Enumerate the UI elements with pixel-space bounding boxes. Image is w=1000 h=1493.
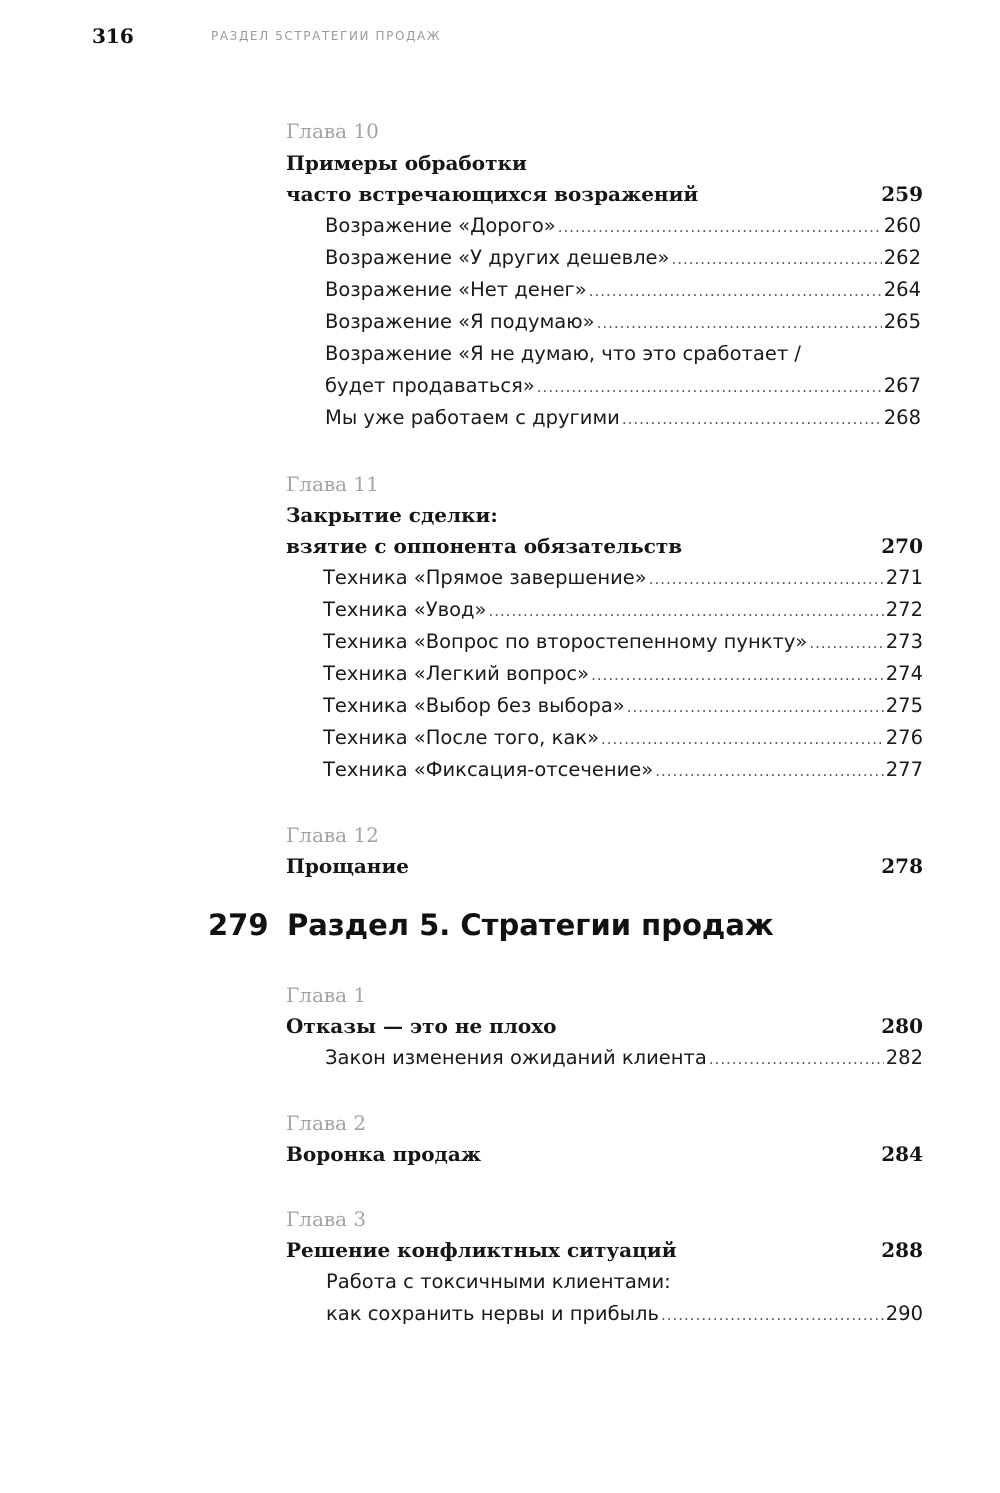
chapter-title: Решение конфликтных ситуаций 288 — [286, 1238, 923, 1262]
toc-entry: Техника «Увод» ..... 272 — [323, 598, 923, 621]
toc-entry: Техника «Прямое завершение» ..... 271 — [323, 566, 923, 589]
toc-entry: Техника «Фиксация-отсечение» ..... 277 — [323, 758, 923, 781]
toc-entry: Техника «Легкий вопрос» ..... 274 — [323, 662, 923, 685]
toc-entry: Возражение «У других дешевле» ..... 262 — [325, 246, 921, 269]
running-title: РАЗДЕЛ 5СТРАТЕГИИ ПРОДАЖ — [211, 29, 442, 43]
chapter-title: Закрытие сделки: — [286, 503, 498, 527]
toc-entry-line: Работа с токсичными клиентами: — [326, 1270, 671, 1293]
toc-entry: Техника «Вопрос по второстепенному пункту» ..... 273 — [323, 630, 923, 653]
chapter-label: Глава 2 — [286, 1111, 367, 1135]
toc-entry: будет продаваться» ..... 267 — [325, 374, 921, 397]
chapter-title: часто встречающихся возражений 259 — [286, 182, 923, 206]
toc-entry: Закон изменения ожиданий клиента ..... 282 — [325, 1046, 923, 1069]
chapter-page: 270 — [881, 534, 923, 558]
chapter-label: Глава 3 — [286, 1207, 367, 1231]
toc-entry: Техника «После того, как» ..... 276 — [323, 726, 923, 749]
chapter-page: 259 — [881, 182, 923, 206]
chapter-title: Отказы — это не плохо 280 — [286, 1014, 923, 1038]
toc-entry: Возражение «Дорого» ..... 260 — [325, 214, 921, 237]
chapter-label: Глава 12 — [286, 823, 379, 847]
toc-entry: Возражение «Я подумаю» ..... 265 — [325, 310, 921, 333]
chapter-label: Глава 1 — [286, 983, 367, 1007]
toc-entry: Техника «Выбор без выбора» ..... 275 — [323, 694, 923, 717]
chapter-page: 280 — [881, 1014, 923, 1038]
chapter-label: Глава 10 — [286, 119, 379, 143]
page-number: 316 — [92, 24, 134, 48]
section-page: 279 — [208, 908, 269, 942]
chapter-label: Глава 11 — [286, 472, 379, 496]
toc-entry: Мы уже работаем с другими ..... 268 — [325, 406, 921, 429]
toc-entry: как сохранить нервы и прибыль ..... 290 — [326, 1302, 923, 1325]
chapter-page: 288 — [881, 1238, 923, 1262]
toc-entry-line: Возражение «Я не думаю, что это сработает / — [325, 342, 801, 365]
chapter-title: взятие с оппонента обязательств 270 — [286, 534, 923, 558]
chapter-title: Воронка продаж 284 — [286, 1142, 923, 1166]
toc-entry: Возражение «Нет денег» ..... 264 — [325, 278, 921, 301]
section-title: Раздел 5. Стратегии продаж — [287, 908, 774, 942]
chapter-page: 284 — [881, 1142, 923, 1166]
chapter-page: 278 — [881, 854, 923, 878]
chapter-title: Примеры обработки — [286, 151, 527, 175]
chapter-title: Прощание 278 — [286, 854, 923, 878]
